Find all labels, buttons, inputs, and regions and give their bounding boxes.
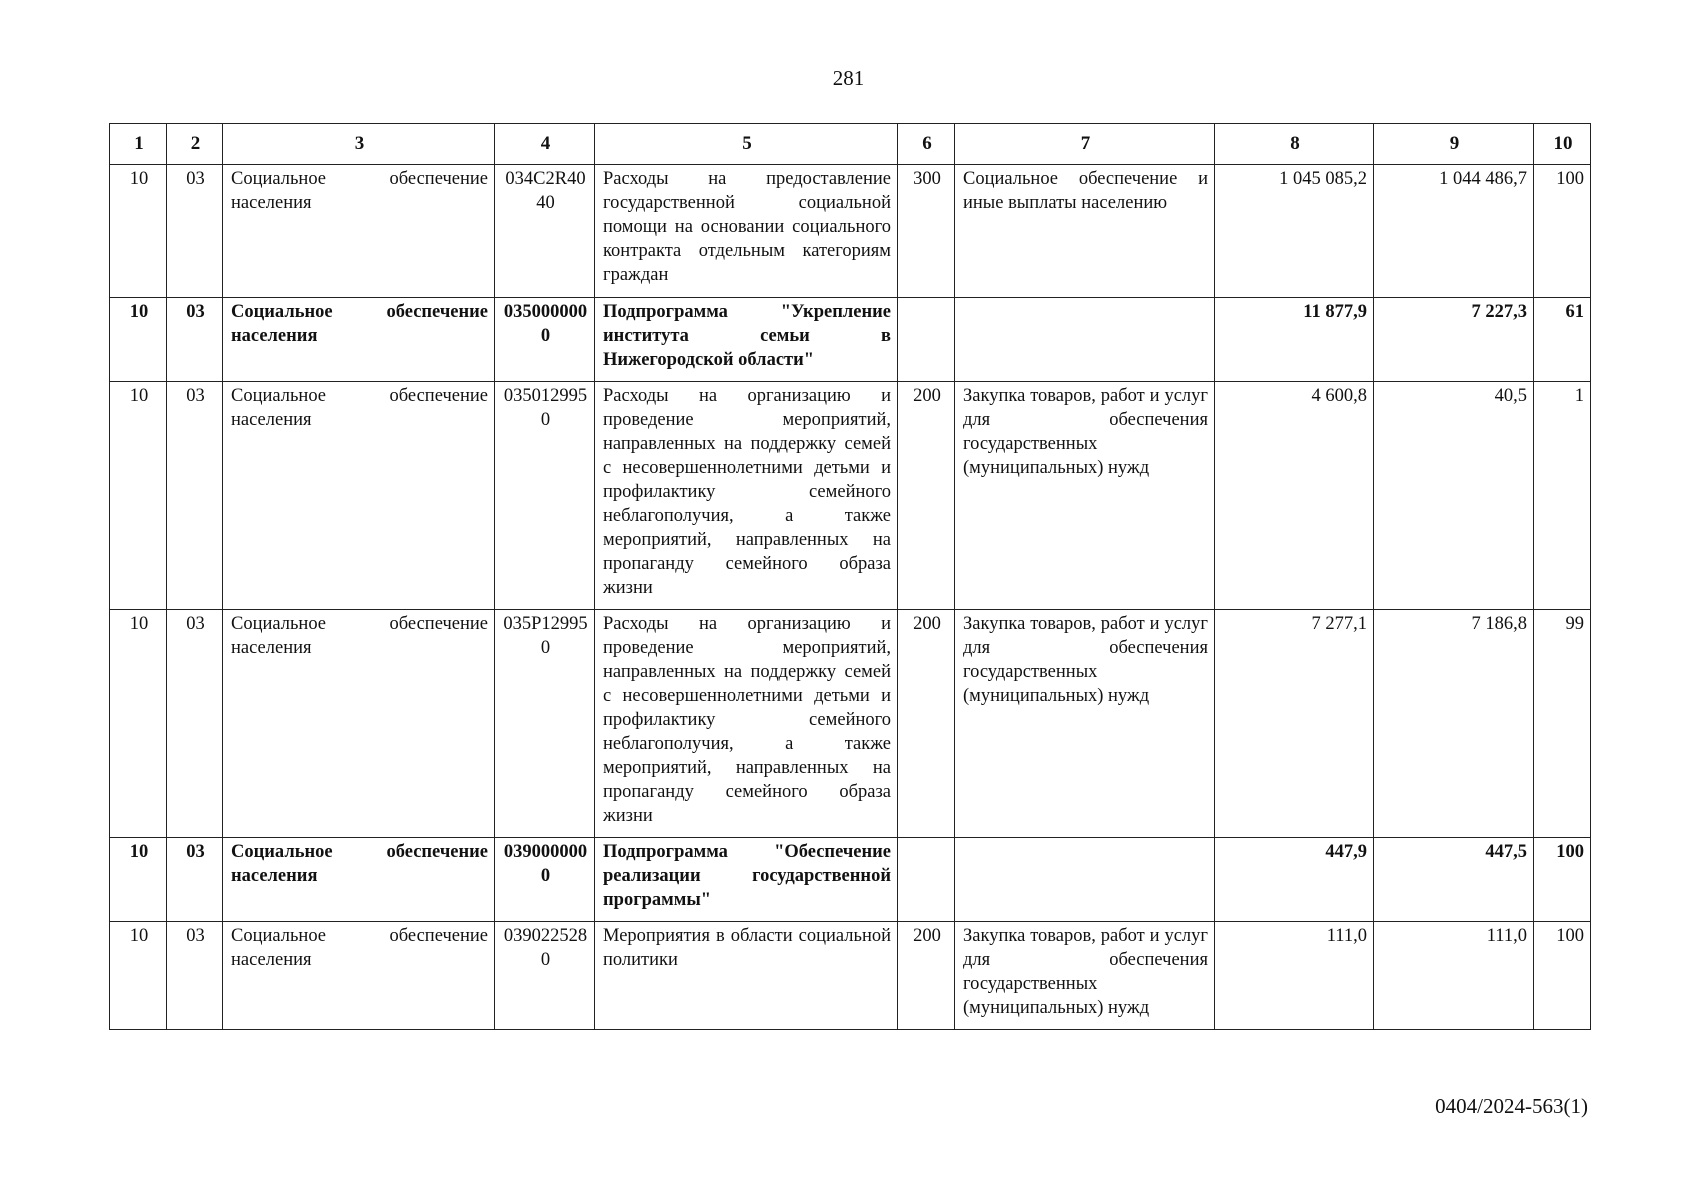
column-header: 2: [167, 124, 223, 165]
subsection-code: 03: [167, 165, 223, 298]
expense-type-name: [955, 838, 1215, 922]
expense-type-name: Закупка товаров, работ и услуг для обеспечения государственных (муниципальных) нужд: [955, 610, 1215, 838]
column-header: 10: [1534, 124, 1591, 165]
article-name: Расходы на организацию и проведение мероприятий, направленных на поддержку семей с несовершеннолетними детьми и профилактику семейного неблагополучия, а также мероприятий, направленных на пропаганду семейного образа жизни: [595, 382, 898, 610]
subsection-code: 03: [167, 610, 223, 838]
expense-type-code: [898, 838, 955, 922]
column-header: 4: [495, 124, 595, 165]
target-article-code: 034C2R4040: [495, 165, 595, 298]
column-header: 6: [898, 124, 955, 165]
section-name: Социальное обеспечение населения: [223, 922, 495, 1030]
execution-percent: 100: [1534, 165, 1591, 298]
section-name: Социальное обеспечение населения: [223, 610, 495, 838]
section-code: 10: [110, 382, 167, 610]
subsection-code: 03: [167, 298, 223, 382]
expense-type-code: [898, 298, 955, 382]
target-article-code: 0390225280: [495, 922, 595, 1030]
article-name: Подпрограмма "Обеспечение реализации государственной программы": [595, 838, 898, 922]
section-code: 10: [110, 922, 167, 1030]
expense-type-code: 300: [898, 165, 955, 298]
planned-amount: 11 877,9: [1215, 298, 1374, 382]
table-row: [110, 610, 1591, 838]
article-name: Подпрограмма "Укрепление института семьи в Нижегородской области": [595, 298, 898, 382]
execution-percent: 61: [1534, 298, 1591, 382]
article-name: Мероприятия в области социальной политики: [595, 922, 898, 1030]
expense-type-code: 200: [898, 382, 955, 610]
article-name: Расходы на предоставление государственной социальной помощи на основании социального контракта отдельным категориям граждан: [595, 165, 898, 298]
expense-type-code: 200: [898, 922, 955, 1030]
target-article-code: 0350129950: [495, 382, 595, 610]
section-name: Социальное обеспечение населения: [223, 838, 495, 922]
planned-amount: 4 600,8: [1215, 382, 1374, 610]
table-row: [110, 382, 1591, 610]
section-code: 10: [110, 838, 167, 922]
table-row: [110, 298, 1591, 382]
subsection-code: 03: [167, 382, 223, 610]
section-code: 10: [110, 165, 167, 298]
execution-percent: 1: [1534, 382, 1591, 610]
column-header: 7: [955, 124, 1215, 165]
planned-amount: 7 277,1: [1215, 610, 1374, 838]
expense-type-name: Социальное обеспечение и иные выплаты населению: [955, 165, 1215, 298]
document-code: 0404/2024-563(1): [1435, 1094, 1588, 1118]
table-header-row: [110, 124, 1591, 165]
execution-percent: 99: [1534, 610, 1591, 838]
expense-type-name: Закупка товаров, работ и услуг для обеспечения государственных (муниципальных) нужд: [955, 922, 1215, 1030]
table-row: [110, 838, 1591, 922]
subsection-code: 03: [167, 838, 223, 922]
execution-percent: 100: [1534, 922, 1591, 1030]
target-article-code: 035P129950: [495, 610, 595, 838]
budget-table: [109, 123, 1591, 1030]
executed-amount: 7 186,8: [1374, 610, 1534, 838]
column-header: 8: [1215, 124, 1374, 165]
planned-amount: 1 045 085,2: [1215, 165, 1374, 298]
planned-amount: 111,0: [1215, 922, 1374, 1030]
execution-percent: 100: [1534, 838, 1591, 922]
planned-amount: 447,9: [1215, 838, 1374, 922]
column-header: 1: [110, 124, 167, 165]
executed-amount: 1 044 486,7: [1374, 165, 1534, 298]
column-header: 5: [595, 124, 898, 165]
section-code: 10: [110, 298, 167, 382]
subsection-code: 03: [167, 922, 223, 1030]
target-article-code: 0390000000: [495, 838, 595, 922]
expense-type-name: Закупка товаров, работ и услуг для обеспечения государственных (муниципальных) нужд: [955, 382, 1215, 610]
executed-amount: 111,0: [1374, 922, 1534, 1030]
table-row: [110, 165, 1591, 298]
section-code: 10: [110, 610, 167, 838]
executed-amount: 447,5: [1374, 838, 1534, 922]
article-name: Расходы на организацию и проведение мероприятий, направленных на поддержку семей с несовершеннолетними детьми и профилактику семейного неблагополучия, а также мероприятий, направленных на пропаганду семейного образа жизни: [595, 610, 898, 838]
section-name: Социальное обеспечение населения: [223, 298, 495, 382]
executed-amount: 7 227,3: [1374, 298, 1534, 382]
executed-amount: 40,5: [1374, 382, 1534, 610]
page-number: 281: [832, 66, 865, 90]
section-name: Социальное обеспечение населения: [223, 165, 495, 298]
expense-type-code: 200: [898, 610, 955, 838]
column-header: 3: [223, 124, 495, 165]
table-row: [110, 922, 1591, 1030]
expense-type-name: [955, 298, 1215, 382]
section-name: Социальное обеспечение населения: [223, 382, 495, 610]
target-article-code: 0350000000: [495, 298, 595, 382]
column-header: 9: [1374, 124, 1534, 165]
